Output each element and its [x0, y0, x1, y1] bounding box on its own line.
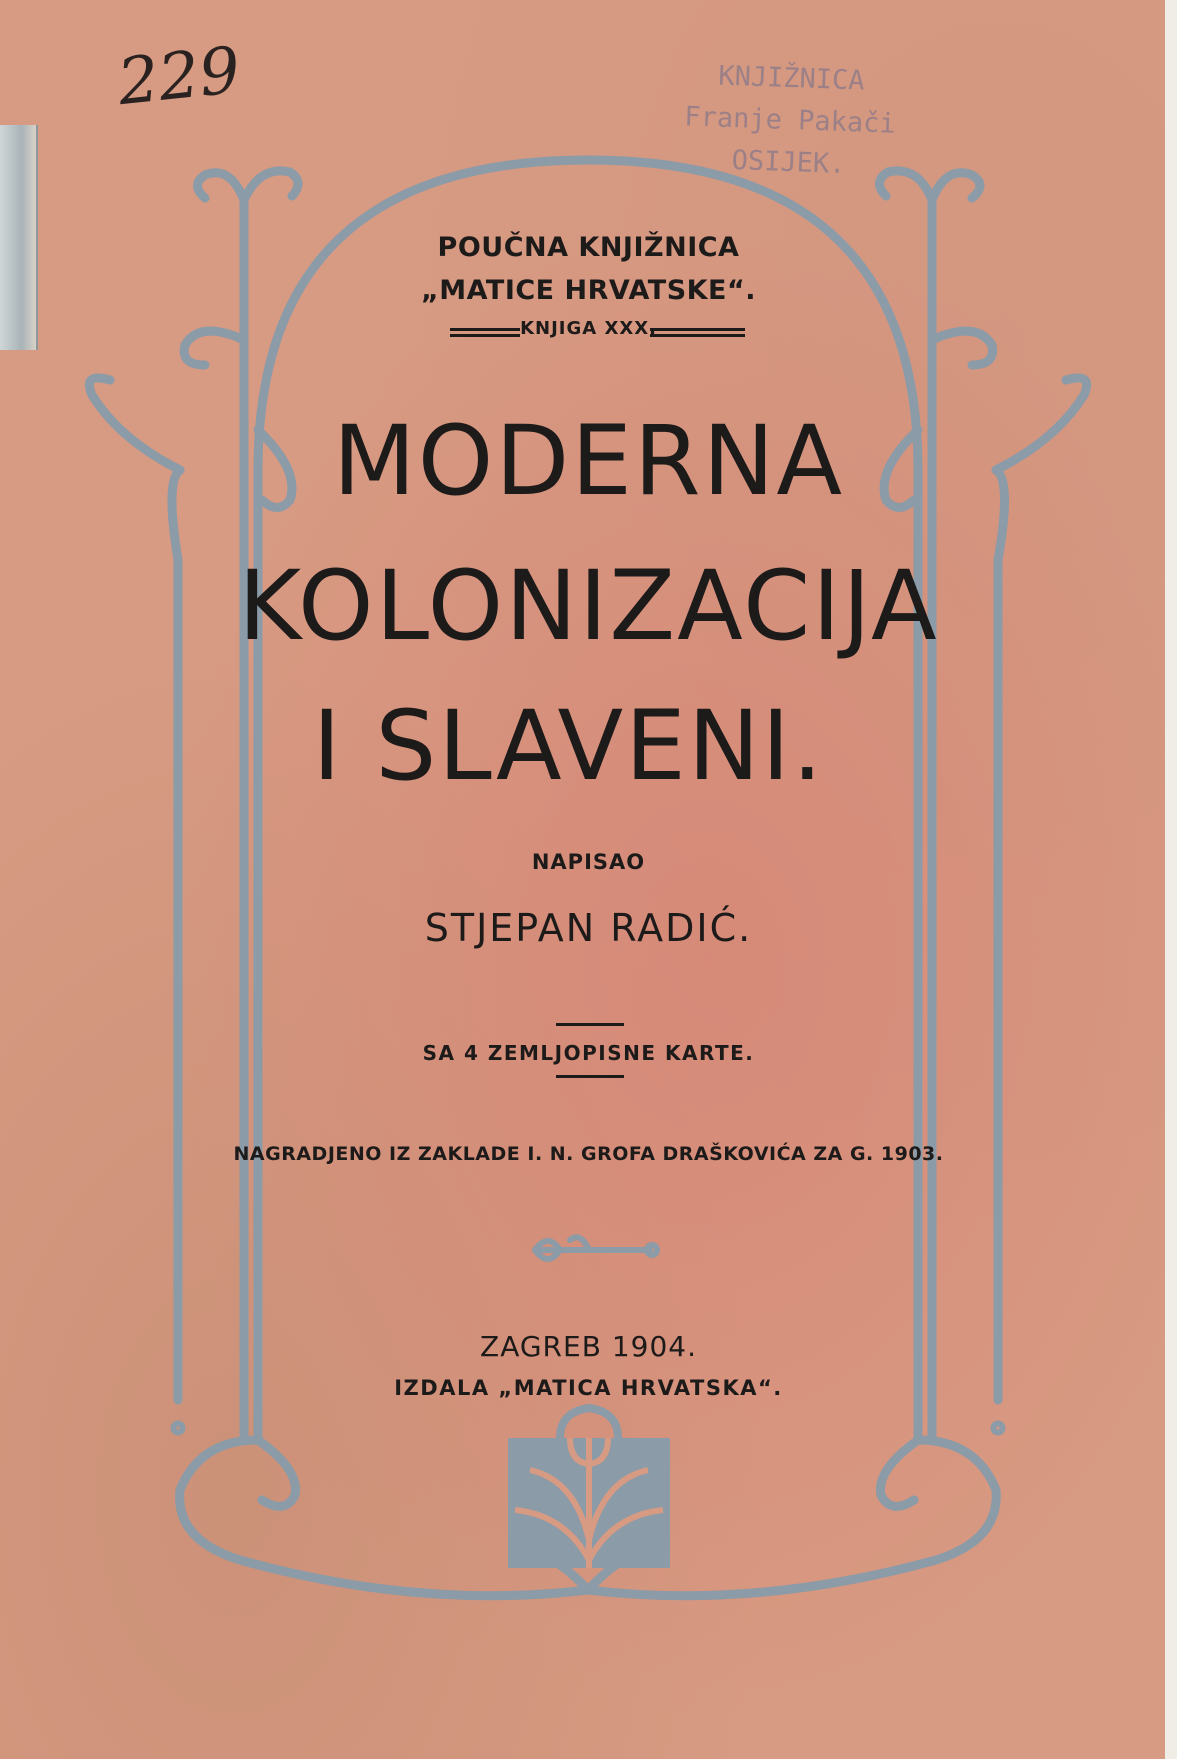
byline-label: NAPISAO: [531, 850, 646, 874]
maps-rule-top: [556, 1023, 624, 1026]
series-rule-right-2: [650, 334, 745, 337]
imprint-city-year: ZAGREB 1904.: [480, 1330, 697, 1363]
emblem-icon: [508, 1408, 670, 1568]
author-name: STJEPAN RADIĆ.: [424, 906, 753, 950]
series-line-1: POUČNA KNJIŽNICA: [437, 232, 740, 263]
title-line-2: KOLONIZACIJA: [238, 550, 939, 662]
maps-rule-bottom: [556, 1075, 624, 1078]
divider-ornament-icon: [535, 1237, 657, 1259]
stamp-line-1: KNJIŽNICA: [717, 60, 866, 97]
series-line-2: „MATICE HRVATSKE“.: [420, 275, 757, 306]
award-note: NAGRADJENO IZ ZAKLADE I. N. GROFA DRAŠKOVIĆA ZA G. 1903.: [233, 1143, 944, 1165]
title-line-3: I SLAVENI.: [312, 690, 825, 802]
page-edge: [1165, 0, 1177, 1759]
series-volume: KNJIGA XXX.: [520, 318, 657, 339]
series-rule-right: [650, 328, 745, 331]
stamp-line-3: OSIJEK.: [731, 144, 846, 180]
library-stamp: [638, 53, 942, 189]
handwritten-number: 229: [114, 33, 244, 121]
maps-note: SA 4 ZEMLJOPISNE KARTE.: [422, 1041, 755, 1065]
title-line-1: MODERNA: [332, 405, 845, 517]
stamp-line-2: Franje Pakači: [683, 101, 897, 140]
imprint-publisher: IZDALA „MATICA HRVATSKA“.: [394, 1376, 783, 1400]
